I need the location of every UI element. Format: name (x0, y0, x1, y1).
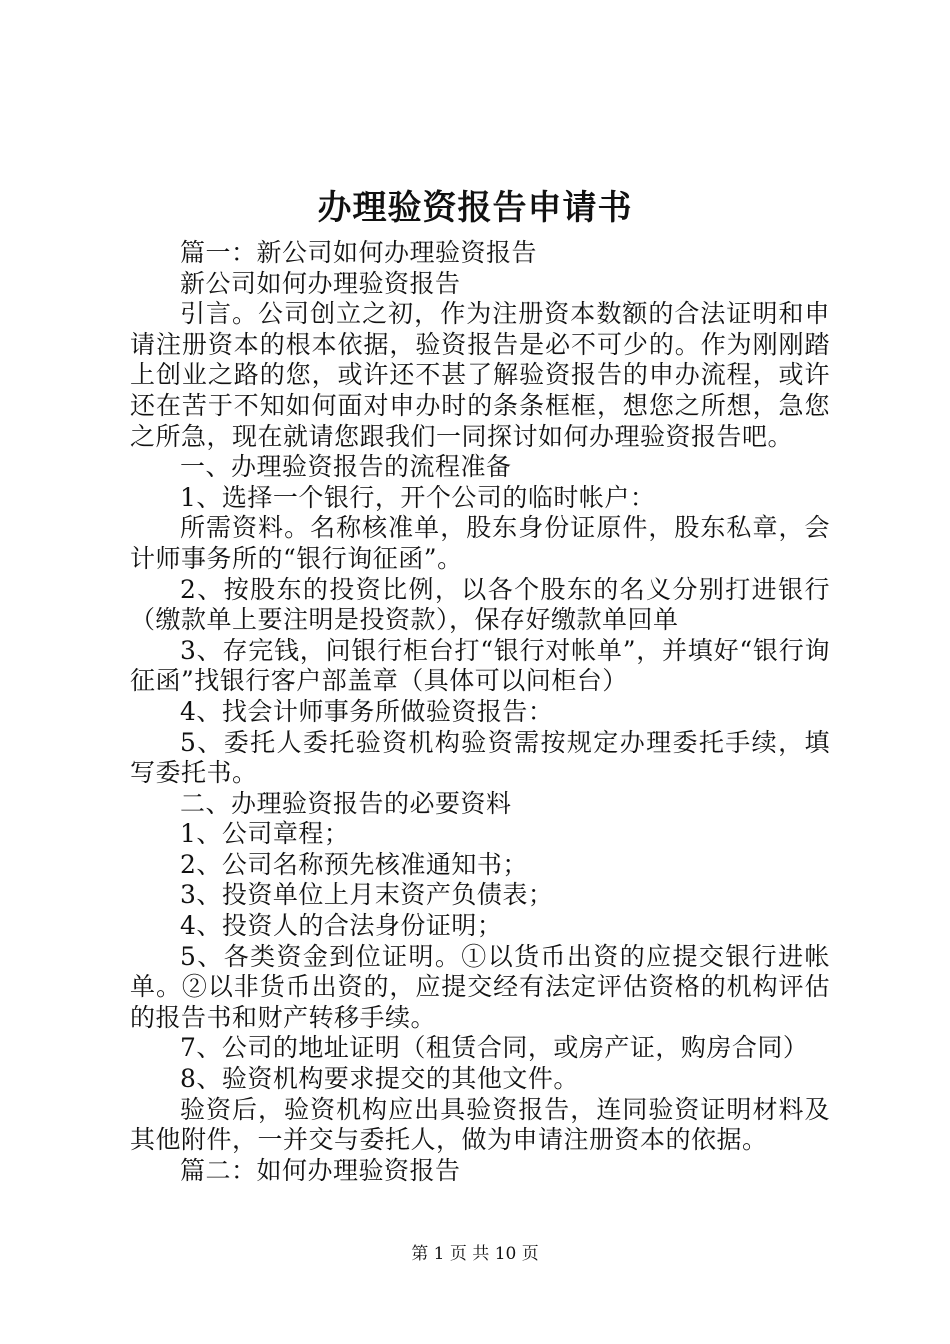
paragraph: 4、找会计师事务所做验资报告： (180, 696, 554, 726)
paragraph: 5、委托人委托验资机构验资需按规定办理委托手续，填写委托书。 (130, 727, 830, 788)
paragraph: 篇二：如何办理验资报告 (180, 1155, 461, 1185)
list-item: 4、投资人的合法身份证明； (180, 911, 503, 941)
list-item: 8、验资机构要求提交的其他文件。 (180, 1064, 579, 1094)
page-footer: 第 1 页 共 10 页 (411, 1244, 539, 1264)
paragraph: 引言。公司创立之初，作为注册资本数额的合法证明和申请注册资本的根本依据，验资报告是必不可少的。作为刚刚踏上创业之路的您，或许还不甚了解验资报告的申办流程，或许还在苦于不知如何面对申办时的条条框框，想您之所想，急您之所急，现在就请您跟我们一同探讨如何办理验资报告吧。 (130, 299, 830, 451)
paragraph: 验资后，验资机构应出具验资报告，连同验资证明材料及其他附件，一并交与委托人，做为申请注册资本的依据。 (130, 1094, 830, 1155)
list-item: 7、公司的地址证明（租赁合同，或房产证，购房合同） (180, 1033, 809, 1063)
list-item: 1、公司章程； (180, 819, 350, 849)
list-item: 5、各类资金到位证明。①以货币出资的应提交银行进帐单。②以非货币出资的，应提交经有法定评估资格的机构评估的报告书和财产转移手续。 (130, 941, 830, 1032)
paragraph: 所需资料。名称核准单，股东身份证原件，股东私章，会计师事务所的“银行询征函”。 (130, 513, 830, 573)
document-body (130, 238, 830, 1186)
paragraph: 新公司如何办理验资报告 (180, 268, 461, 298)
list-item: 3、投资单位上月末资产负债表； (180, 880, 554, 910)
list-item: 2、公司名称预先核准通知书； (180, 849, 528, 879)
document-title: 办理验资报告申请书 (317, 188, 633, 228)
paragraph: 3、存完钱，问银行柜台打“银行对帐单”，并填好“银行询征函”找银行客户部盖章（具体可以问柜台） (130, 635, 830, 696)
paragraph: 1、选择一个银行，开个公司的临时帐户： (180, 482, 656, 512)
section-heading: 一、办理验资报告的流程准备 (180, 452, 512, 482)
paragraph: 2、按股东的投资比例，以各个股东的名义分别打进银行（缴款单上要注明是投资款），保存好缴款单回单 (130, 574, 830, 635)
paragraph: 篇一：新公司如何办理验资报告 (180, 238, 538, 267)
section-heading: 二、办理验资报告的必要资料 (180, 788, 512, 818)
